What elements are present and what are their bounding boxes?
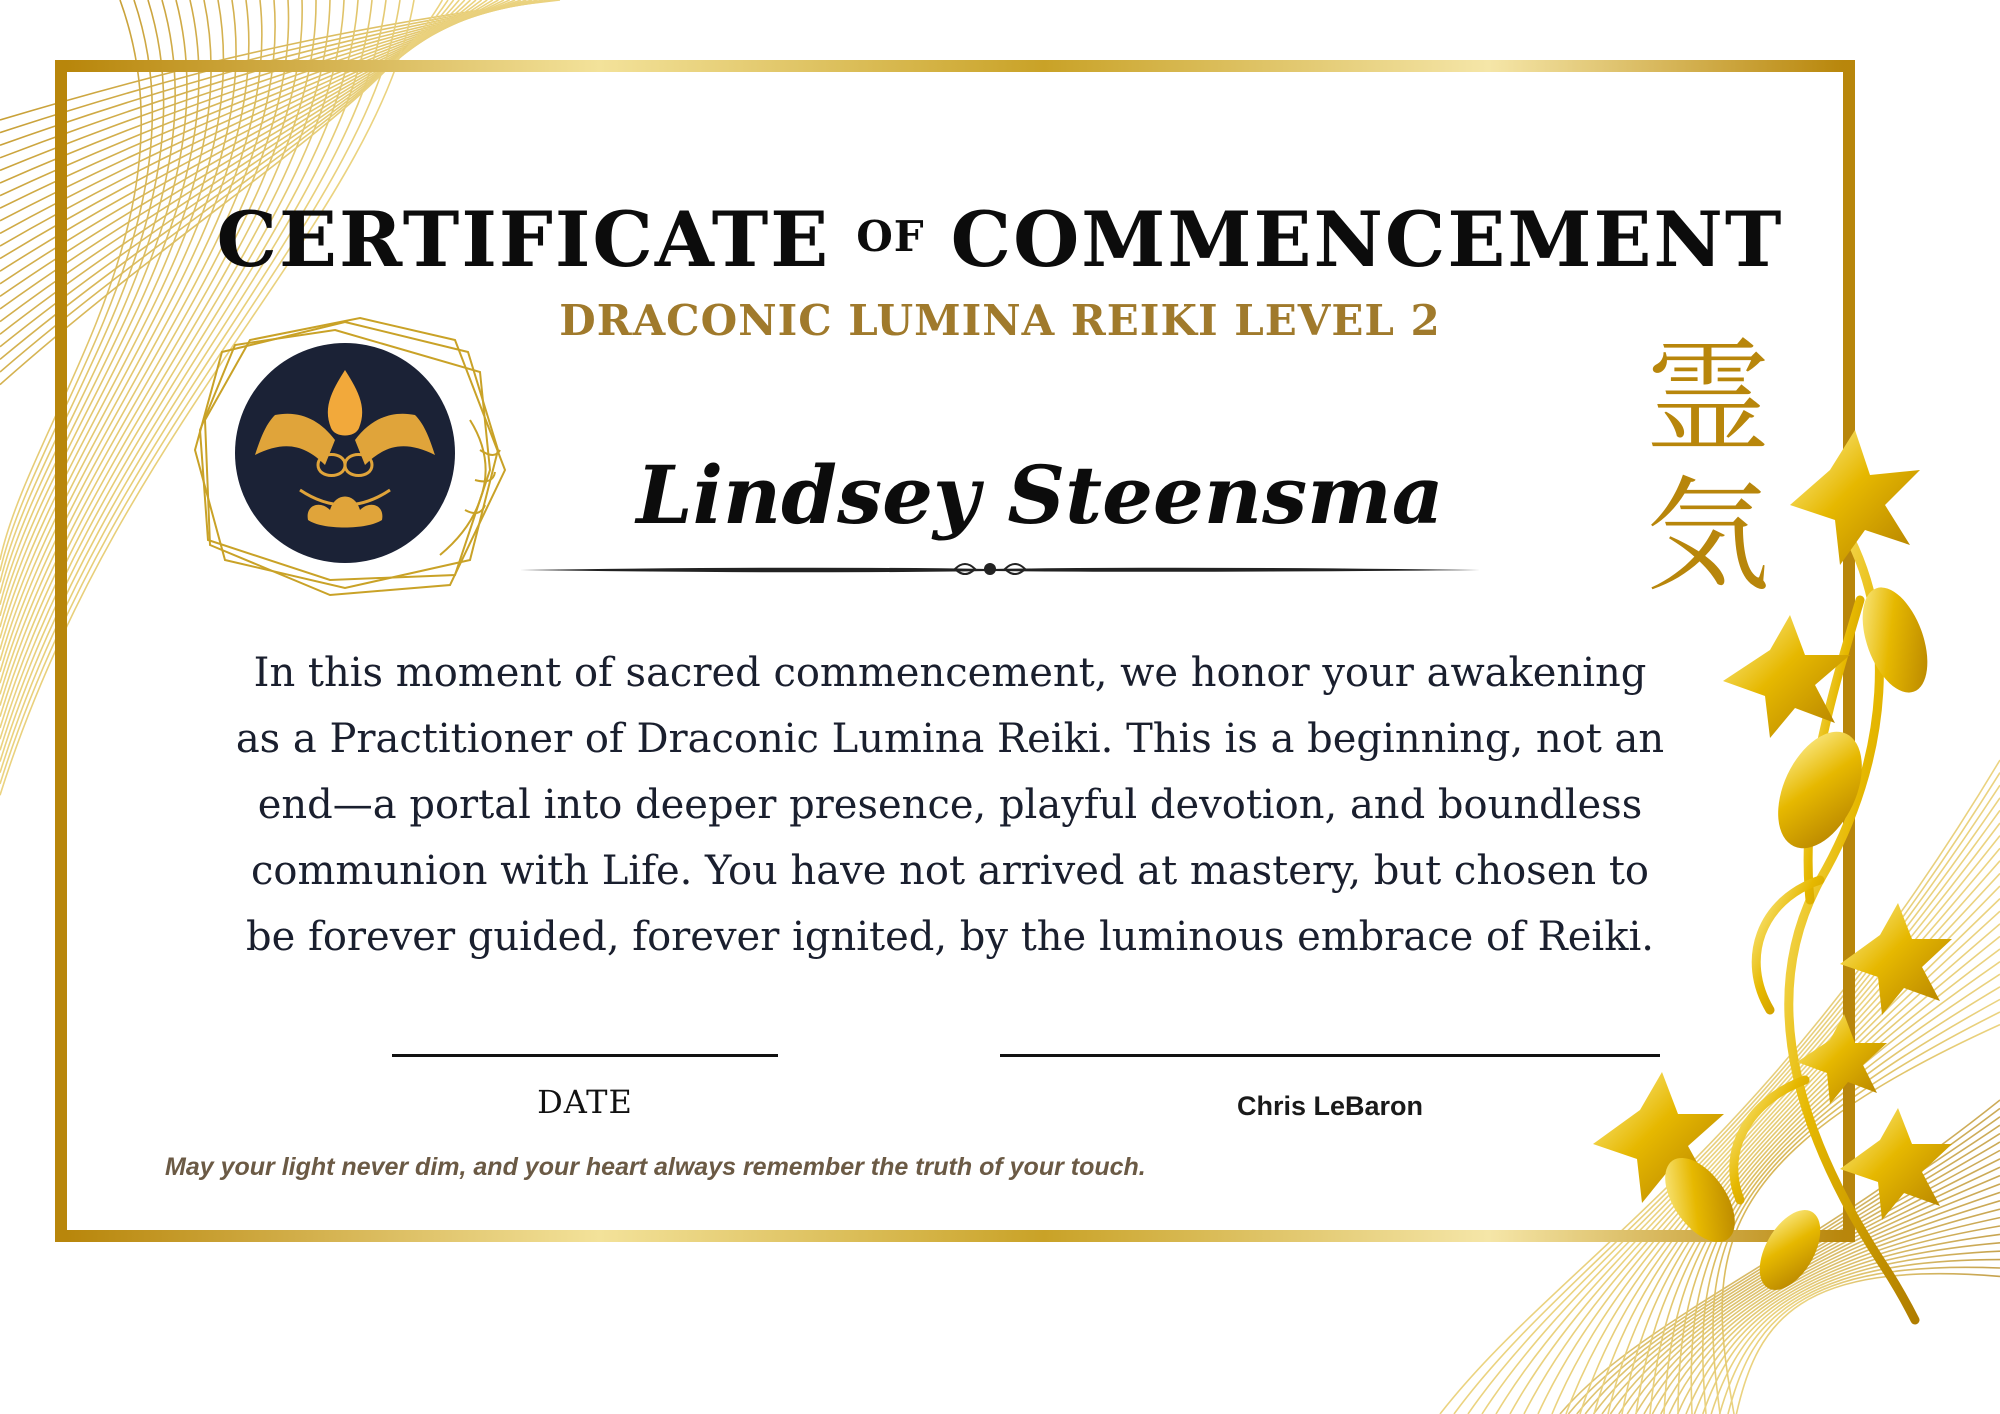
kanji-rei: 霊	[1645, 327, 1770, 471]
body-line: be forever guided, forever ignited, by the luminous embrace of Reiki.	[246, 914, 1654, 960]
date-label: DATE	[537, 1083, 633, 1121]
body-line: as a Practitioner of Draconic Lumina Reiki. This is a beginning, not an	[235, 716, 1665, 762]
body-line: communion with Life. You have not arrived at mastery, but chosen to	[250, 848, 1649, 894]
title-word-of: OF	[856, 212, 925, 262]
body-line: end—a portal into deeper presence, playful devotion, and boundless	[257, 782, 1643, 828]
signer-name: Chris LeBaron	[1236, 1091, 1424, 1121]
certificate-title	[0, 195, 2000, 284]
kanji-ki: 気	[1645, 465, 1770, 609]
certificate-body	[180, 640, 1720, 970]
date-signature-line	[392, 1054, 778, 1057]
recipient-name: Lindsey Steensma	[636, 448, 1444, 542]
title-word-certificate: CERTIFICATE	[216, 195, 831, 284]
certificate-subtitle: DRACONIC LUMINA REIKI LEVEL 2	[559, 296, 1441, 345]
title-word-commencement: COMMENCEMENT	[950, 195, 1784, 284]
body-line: In this moment of sacred commencement, we honor your awakening	[253, 650, 1647, 696]
signer-signature-line	[1000, 1054, 1660, 1057]
blessing-text: May your light never dim, and your heart always remember the truth of your touch.	[165, 1153, 1146, 1181]
reiki-kanji	[1628, 327, 1788, 609]
